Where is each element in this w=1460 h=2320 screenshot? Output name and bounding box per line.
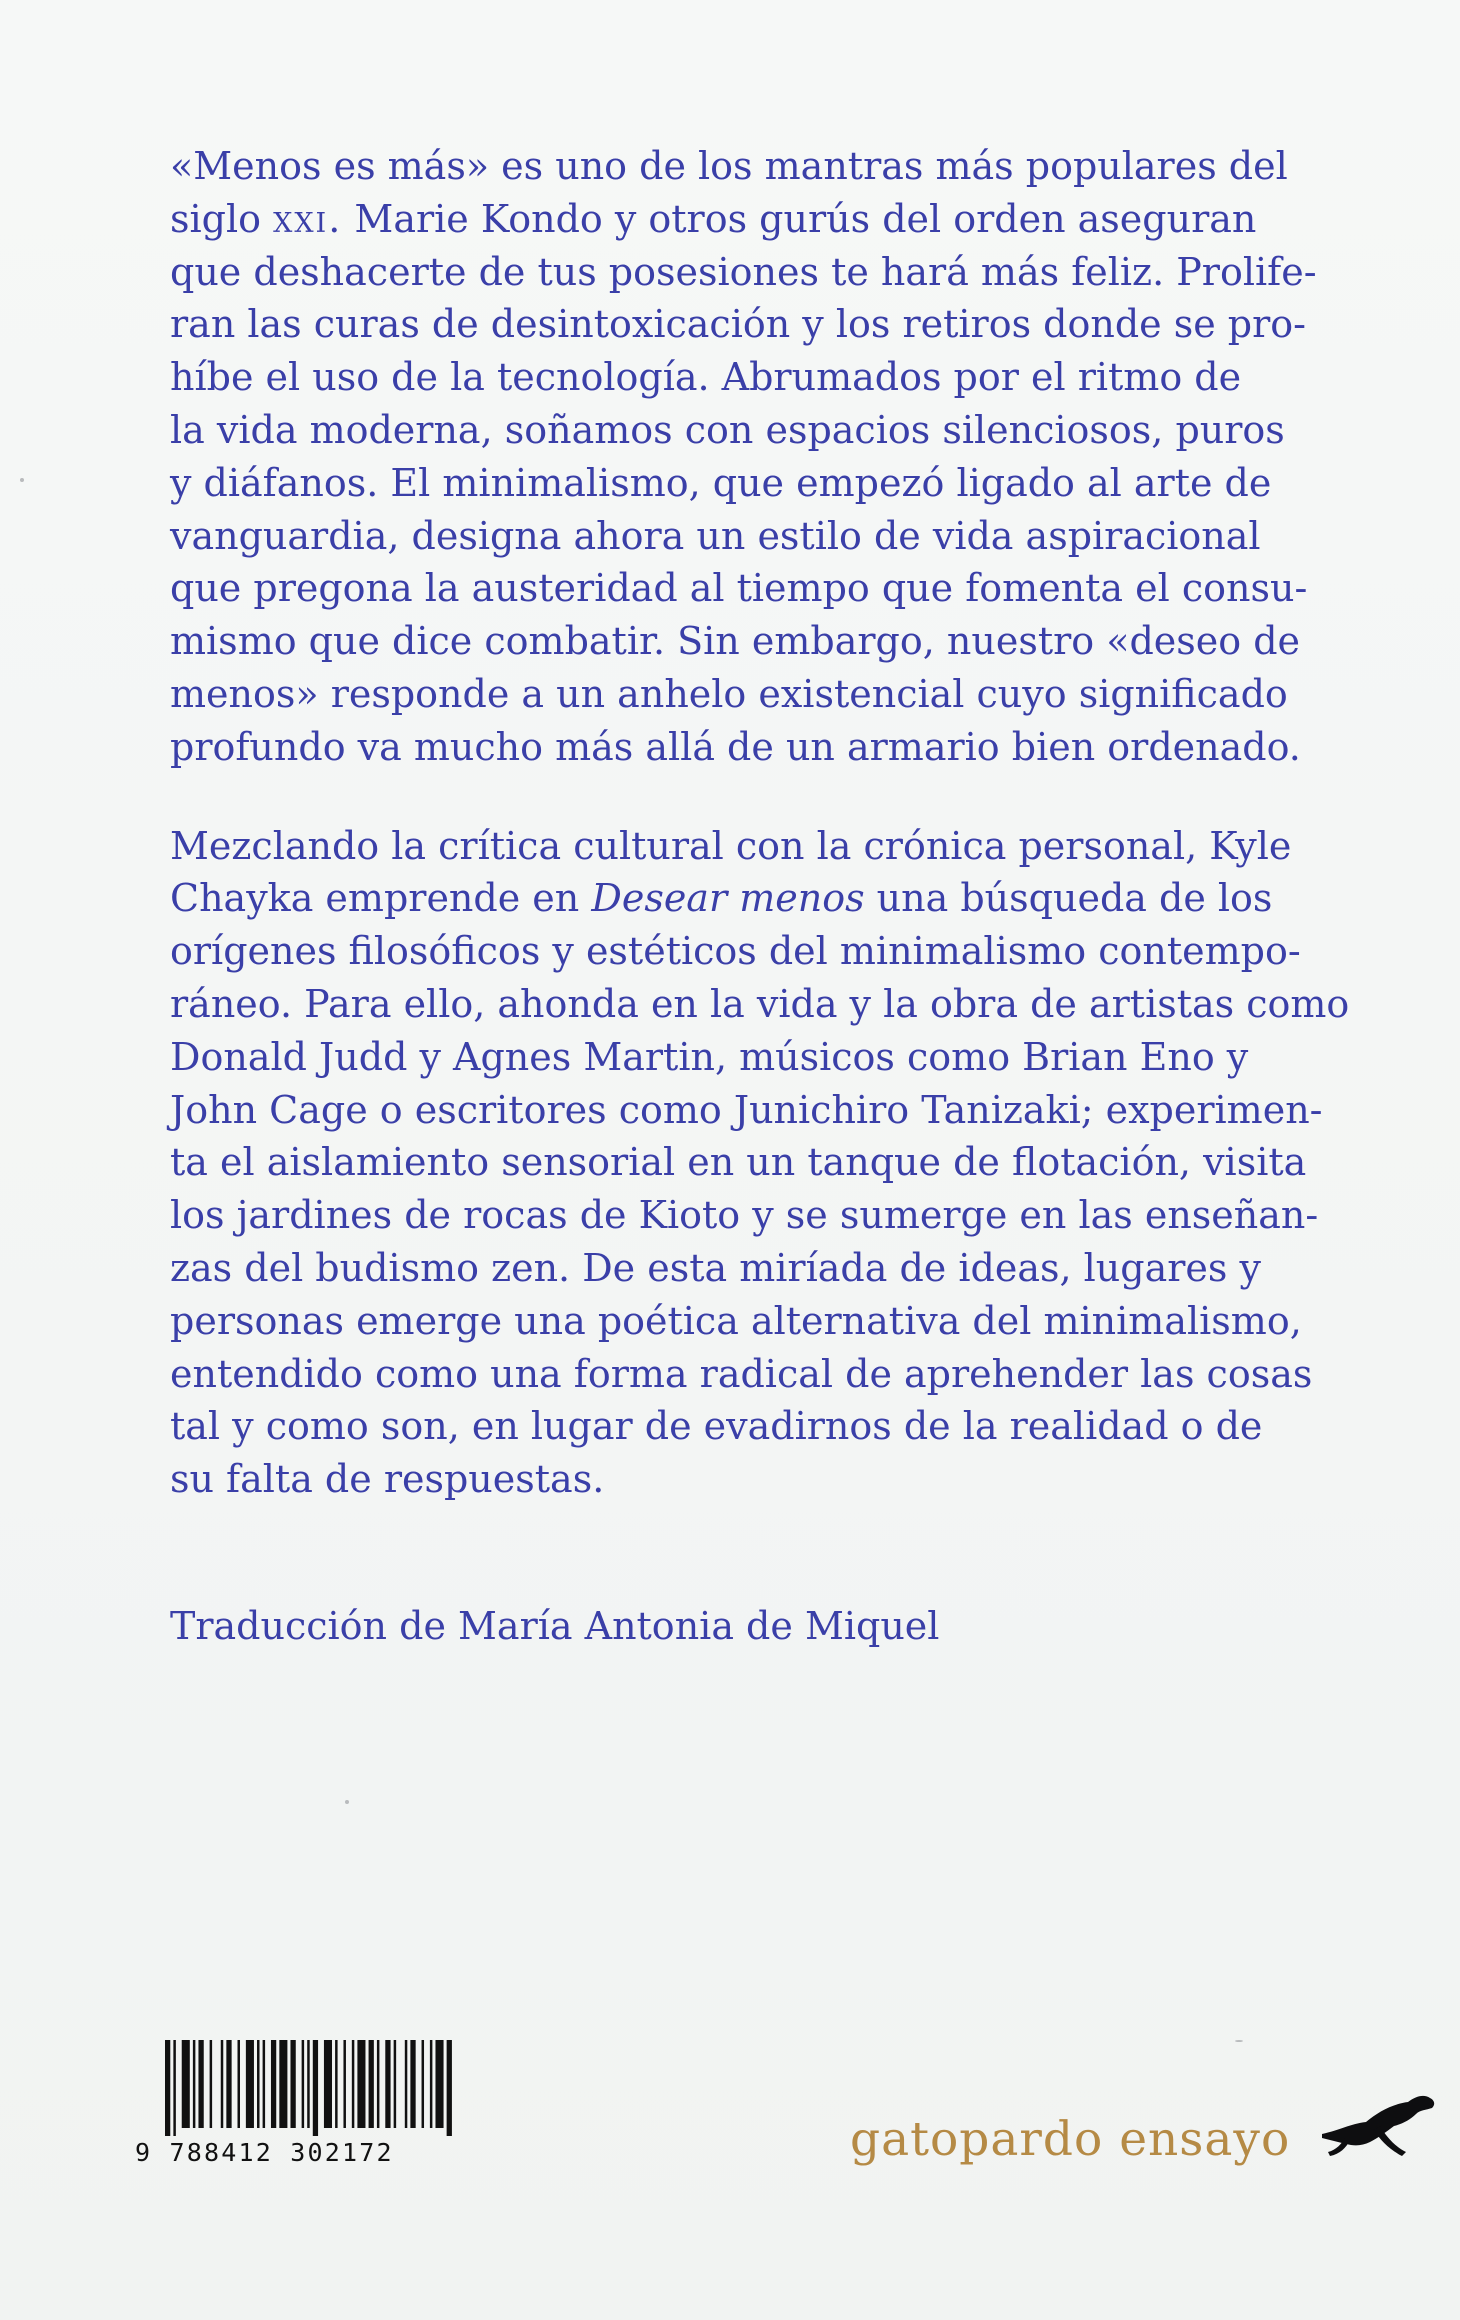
text-line: personas emerge una poética alternativa del minimalismo,: [170, 1298, 1302, 1343]
text-line: ran las curas de desintoxicación y los retiros donde se pro-: [170, 302, 1306, 347]
barcode-bar: [221, 2040, 223, 2128]
barcode-bar: [385, 2040, 390, 2128]
barcode-bar: [263, 2040, 265, 2128]
blurb: [170, 140, 1350, 1552]
barcode-bar: [290, 2040, 295, 2128]
text-line: que pregona la austeridad al tiempo que fomenta el consu-: [170, 566, 1308, 611]
book-title: Desear menos: [591, 876, 865, 921]
text-line: [170, 193, 1310, 246]
barcode-bar: [447, 2040, 452, 2136]
leaping-leopard-logo-icon: [1320, 2090, 1440, 2160]
barcode-bar: [238, 2040, 240, 2128]
barcode-bar: [410, 2040, 415, 2128]
text-line: [170, 872, 1310, 925]
text-line: entendido como una forma radical de aprehender las cosas: [170, 1351, 1313, 1396]
barcode-bar: [377, 2040, 379, 2128]
text-line: la vida moderna, soñamos con espacios silenciosos, puros: [170, 407, 1285, 452]
text-fragment: Chayka emprende en: [170, 876, 580, 921]
barcode-bar: [246, 2040, 254, 2128]
text-line: y diáfanos. El minimalismo, que empezó ligado al arte de: [170, 460, 1272, 505]
barcode-bar: [257, 2040, 259, 2128]
text-line: que deshacerte de tus posesiones te hará más feliz. Prolife-: [170, 249, 1317, 294]
barcode-bar: [210, 2040, 212, 2128]
blurb-paragraph-2: [170, 820, 1350, 1506]
barcode-bar: [193, 2040, 195, 2128]
text-fragment: siglo: [170, 196, 262, 241]
barcode-bar: [357, 2040, 365, 2128]
barcode-bar: [182, 2040, 190, 2128]
text-line: Mezclando la crítica cultural con la crónica personal, Kyle: [170, 823, 1292, 868]
text-line: ráneo. Para ello, ahonda en la vida y la obra de artistas como: [170, 981, 1350, 1026]
barcode-bar: [313, 2040, 318, 2136]
text-line: menos» responde a un anhelo existencial cuyo significado: [170, 671, 1288, 716]
barcode-bar: [335, 2040, 337, 2128]
print-speck: [20, 478, 24, 482]
barcode-bars: [165, 2040, 455, 2136]
barcode-bar: [430, 2040, 432, 2128]
text-line: John Cage o escritores como Junichiro Tanizaki; experimen-: [170, 1087, 1323, 1132]
text-line: vanguardia, designa ahora un estilo de vida aspiracional: [170, 513, 1261, 558]
barcode-bar: [279, 2040, 287, 2128]
text-line: tal y como son, en lugar de evadirnos de la realidad o de: [170, 1404, 1263, 1449]
isbn-barcode: [135, 2040, 455, 2165]
text-line: Donald Judd y Agnes Martin, músicos como Brian Eno y: [170, 1034, 1249, 1079]
barcode-bar: [307, 2040, 309, 2128]
print-speck: [345, 1800, 349, 1804]
barcode-bar: [271, 2040, 276, 2128]
publisher-imprint: gatopardo ensayo: [850, 2112, 1291, 2167]
barcode-bar: [343, 2040, 345, 2128]
text-line: profundo va mucho más allá de un armario bien ordenado.: [170, 724, 1301, 769]
barcode-bar: [324, 2040, 332, 2128]
century-numeral: xxi.: [273, 196, 343, 241]
barcode-bar: [352, 2040, 354, 2128]
text-line: orígenes filosóficos y estéticos del minimalismo contempo-: [170, 929, 1301, 974]
text-line: los jardines de rocas de Kioto y se sumerge en las enseñan-: [170, 1193, 1319, 1238]
barcode-bar: [165, 2040, 170, 2136]
text-line: su falta de respuestas.: [170, 1457, 605, 1502]
barcode-bar: [435, 2040, 443, 2128]
barcode-bar: [173, 2040, 175, 2136]
barcode-bar: [394, 2040, 396, 2128]
isbn-number: 9 788412 302172: [135, 2138, 394, 2167]
text-line: ta el aislamiento sensorial en un tanque de flotación, visita: [170, 1140, 1307, 1185]
translator-credit: Traducción de María Antonia de Miquel: [170, 1604, 940, 1648]
text-line: híbe el uso de la tecnología. Abrumados por el ritmo de: [170, 355, 1242, 400]
barcode-bar: [226, 2040, 231, 2128]
text-line: zas del budismo zen. De esta miríada de ideas, lugares y: [170, 1245, 1261, 1290]
barcode-bar: [302, 2040, 304, 2128]
text-fragment: Marie Kondo y otros gurús del orden aseguran: [354, 196, 1257, 241]
text-fragment: una búsqueda de los: [876, 876, 1273, 921]
blurb-paragraph-1: [170, 140, 1317, 774]
barcode-bar: [198, 2040, 203, 2128]
text-line: mismo que dice combatir. Sin embargo, nuestro «deseo de: [170, 619, 1301, 664]
text-line: «Menos es más» es uno de los mantras más populares del: [170, 144, 1288, 188]
print-speck: [1235, 2040, 1243, 2042]
barcode-bar: [422, 2040, 424, 2128]
barcode-bar: [369, 2040, 374, 2128]
barcode-bar: [405, 2040, 407, 2128]
